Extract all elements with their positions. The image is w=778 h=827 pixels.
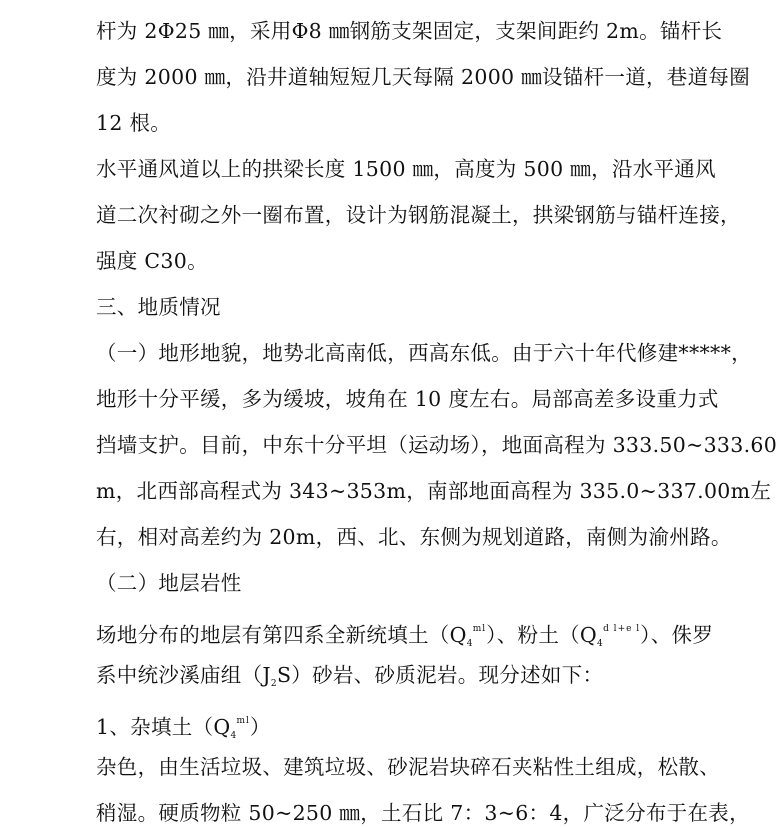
strata-text-a: 场地分布的地层有第四系全新统填土（Q [96, 623, 467, 647]
text-line-9: 地形十分平缓，多为缓坡，坡角在 10 度左右。局部高差多设重力式 [96, 387, 719, 411]
q-subscript-2: 4 [597, 639, 604, 649]
text-line-fill-desc-2: 稍湿。硬质物粒 50~250 ㎜，土石比 7：3~6：4，广泛分布于在表， [96, 801, 750, 825]
strata2-text-b: S）砂岩、砂质泥岩。现分述如下： [276, 663, 604, 687]
text-line-3: 12 根。 [96, 111, 172, 135]
q-superscript-2: d l+e l [603, 624, 641, 634]
strata-text-b: ）、粉土（Q [486, 623, 598, 647]
text-line-strata-1 [96, 615, 713, 658]
strata-text-c: ）、侏罗 [640, 623, 714, 647]
text-line-8: （一）地形地貌，地势北高南低，西高东低。由于六十年代修建*****， [96, 341, 752, 365]
strata2-text-a: 系中统沙溪庙组（J [96, 663, 271, 687]
text-line-5: 道二次衬砌之外一圈布置，设计为钢筋混凝土，拱梁钢筋与锚杆连接， [96, 203, 741, 227]
fill-q-superscript: ml [236, 716, 250, 726]
q-subscript-1: 4 [466, 639, 473, 649]
q-superscript-1: ml [472, 624, 487, 634]
text-line-11: m，北西部高程式为 343~353m，南部地面高程为 335.0~337.00m左 [96, 479, 772, 503]
subsection-heading-strata: （二）地层岩性 [96, 571, 242, 595]
section-heading-geology: 三、地质情况 [96, 295, 221, 319]
fill-q-subscript: 4 [230, 731, 237, 741]
text-line-1: 杆为 2Φ25 ㎜，采用Φ8 ㎜钢筋支架固定，支架间距约 2m。锚杆长 [96, 19, 723, 43]
text-line-4: 水平通风道以上的拱梁长度 1500 ㎜，高度为 500 ㎜，沿水平通风 [96, 157, 716, 181]
text-line-strata-2 [96, 661, 603, 698]
text-line-10: 挡墙支护。目前，中东十分平坦（运动场），地面高程为 333.50~333.60 [96, 433, 778, 457]
text-line-fill-desc-1: 杂色，由生活垃圾、建筑垃圾、砂泥岩块碎石夹粘性土组成，松散、 [96, 755, 720, 779]
text-line-12: 右，相对高差约为 20m，西、北、东侧为规划道路，南侧为渝州路。 [96, 525, 732, 549]
text-line-6: 强度 C30。 [96, 249, 208, 273]
fill-heading-text-b: ） [249, 715, 271, 739]
fill-heading-text-a: 1、杂填土（Q [96, 715, 231, 739]
j-subscript: 2 [270, 679, 277, 689]
fill-soil-heading [96, 707, 271, 750]
text-line-2: 度为 2000 ㎜，沿井道轴短短几天每隔 2000 ㎜设锚杆一道，巷道每圈 [96, 65, 751, 89]
